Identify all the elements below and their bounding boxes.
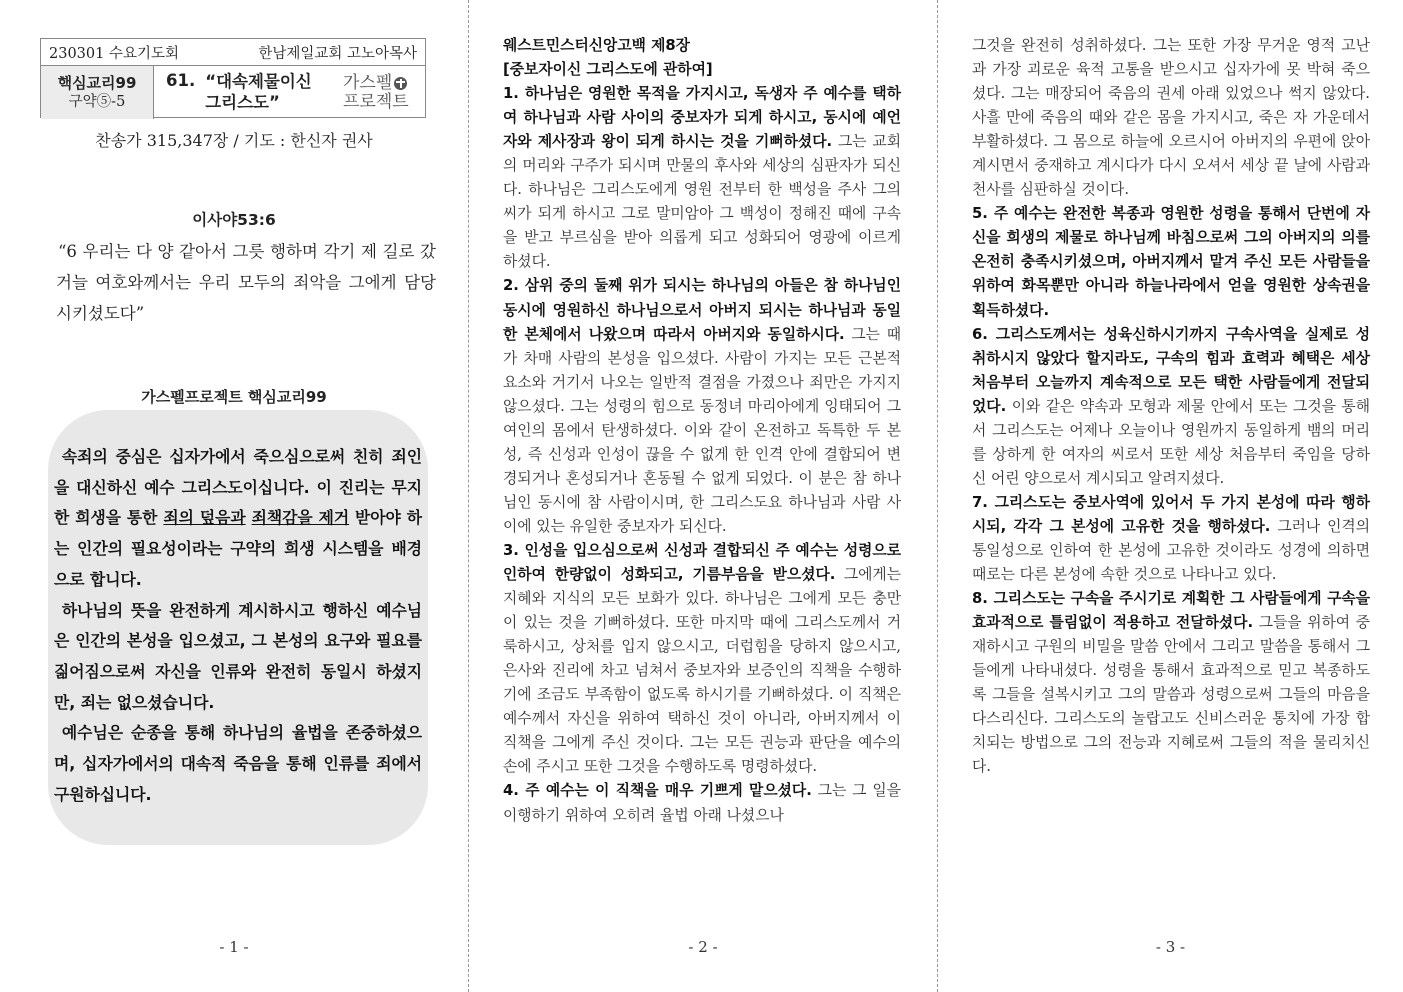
summary-paragraph-3: 예수님은 순종을 통해 하나님의 율법을 존중하셨으며, 십자가에서의 대속적 죽음을 통해 인류를 죄에서 구원하십니다.	[54, 723, 422, 804]
section-7: 7. 그리스도는 중보사역에 있어서 두 가지 본성에 따라 행하시되, 각각 그 본성에 고유한 것을 행하셨다. 그러나 인격의 통일성으로 인하여 한 본성에 고유한 것이라도 성경에 의하면 때로는 다른 본성에 속한 것으로 나타나고 있다.	[972, 493, 1370, 584]
underline-1: 죄의 덮음과	[163, 508, 246, 528]
series-cell	[41, 66, 154, 119]
summary-paragraph-2: 하나님의 뜻을 완전하게 계시하시고 행하신 예수님은 인간의 본성을 입으셨고, 그 본성의 요구와 필요를 짊어짐으로써 자신을 인류와 완전히 동일시 하셨지만, 죄는 없으셨습니다.	[54, 600, 422, 712]
series-name: 핵심교리99	[57, 74, 137, 93]
bulletin-header	[40, 38, 426, 118]
logo-text-2: 프로젝트	[343, 91, 409, 112]
header-top-row	[41, 39, 425, 66]
service-date: 230301 수요기도회	[49, 45, 179, 62]
underline-2: 죄책감을 제거	[251, 508, 350, 528]
gospel-project-logo	[339, 66, 425, 119]
summary-paragraph-1: 속죄의 중심은 십자가에서 죽으심으로써 친히 죄인을 대신하신 예수 그리스도이십니다. 이 진리는 무지한 희생을 통한 죄의 덮음과 죄책감을 제거 받아야 하는 인간의 필요성이라는 구약의 희생 시스템을 배경으로 합니다.	[54, 447, 423, 589]
page-number-1: - 1 -	[219, 938, 249, 956]
confession-title: 웨스트민스터신앙고백 제8장	[503, 37, 690, 54]
header-bottom-row	[41, 66, 425, 119]
confession-text-part-1	[503, 34, 901, 828]
page-3	[938, 0, 1403, 992]
church-name: 한남제일교회 고노아목사	[258, 45, 417, 62]
verse-reference: 이사야53:6	[192, 211, 276, 229]
lesson-title-line-2: 그리스도”	[205, 92, 280, 112]
confession-text-part-2	[972, 34, 1370, 779]
section-6: 6. 그리스도께서는 성육신하시기까지 구속사역을 실제로 성취하시지 않았다 할지라도, 구속의 힘과 효력과 혜택은 세상 처음부터 오늘까지 계속적으로 모든 택한 사람들에게 전달되었다. 이와 같은 약속과 모형과 제물 안에서 또는 그것을 통해서 그리스도는 어제나 오늘이나 영원까지 동일하게 뱀의 머리를 상하게 한 여자의 씨로서 또한 세상 처음부터 죽임을 당하신 어린 양으로서 계시되고 알려지셨다.	[972, 325, 1370, 487]
project-title: 가스펠프로젝트 핵심교리99	[141, 388, 327, 406]
logo-text-1: 가스펠	[343, 72, 393, 93]
lesson-title	[205, 72, 311, 113]
lesson-title-line-1: “대속제물이신	[205, 71, 312, 91]
verse-text: “6 우리는 다 양 같아서 그릇 행하며 각기 제 길로 갔거늘 여호와께서는 우리 모두의 죄악을 그에게 담당시키셨도다”	[56, 242, 436, 323]
lesson-cell	[154, 66, 339, 119]
hymn-prayer-line: 찬송가 315,347장 / 기도 : 한신자 권사	[95, 131, 373, 150]
section-3: 3. 인성을 입으심으로써 신성과 결합되신 주 예수는 성령으로 인하여 한량없이 성화되고, 기름부음을 받으셨다. 그에게는 지혜와 지식의 모든 보화가 있다. 하나님은 그에게 모든 충만이 있는 것을 기뻐하셨다. 또한 마지막 때에 그리스도께서 거룩하시고, 상처를 입지 않으시고, 더럽힘을 당하지 않으시고, 은사와 진리에 차고 넘쳐서 중보자와 보증인의 직책을 수행하기에 조금도 부족함이 없도록 하시기를 기뻐하셨다. 이 직책은 예수께서 자신을 위하여 택하신 것이 아니라, 아버지께서 이 직책을 그에게 주신 것이다. 그는 모든 권능과 판단을 예수의 손에 주시고 또한 그것을 수행하도록 명령하셨다.	[503, 541, 901, 776]
chapter-subtitle: [중보자이신 그리스도에 관하여]	[503, 61, 713, 79]
summary-box	[48, 410, 428, 845]
page-2	[469, 0, 937, 992]
section-8: 8. 그리스도는 구속을 주시기로 계획한 그 사람들에게 구속을 효과적으로 틀림없이 적용하고 전달하셨다. 그들을 위하여 중재하시고 구원의 비밀을 말씀 안에서 그리고 말씀을 통해서 그들에게 나타내셨다. 성령을 통해서 효과적으로 믿고 복종하도록 그들을 설복시키고 그의 말씀과 성령으로써 그들의 마음을 다스리신다. 그리스도의 놀랍고도 신비스러운 통치에 가장 합치되는 방법으로 그의 전능과 지혜로써 그들의 적을 물리치신다.	[972, 590, 1370, 776]
page-number-3: - 3 -	[1155, 938, 1186, 956]
page-number-2: - 2 -	[688, 938, 718, 956]
page-1	[0, 0, 468, 992]
lesson-number: 61.	[166, 71, 196, 90]
section-4: 4. 주 예수는 이 직책을 매우 기쁘게 맡으셨다. 그는 그 일을 이행하기 위하여 오히려 율법 아래 나셨으나	[503, 782, 901, 824]
section-4-continued: 그것을 완전히 성취하셨다. 그는 또한 가장 무거운 영적 고난과 가장 괴로운 육적 고통을 받으시고 십자가에 못 박혀 죽으셨다. 그는 매장되어 죽음의 권세 아래 있었으나 썩지 않았다. 사흘 만에 죽음의 때와 같은 몸을 가지시고, 죽은 자 가운데서 부활하셨다. 그 몸으로 하늘에 오르시어 아버지의 우편에 앉아 계시면서 중재하고 계시다가 다시 오셔서 세상 끝 날에 사람과 천사를 심판하실 것이다.	[972, 37, 1370, 199]
section-5: 5. 주 예수는 완전한 복종과 영원한 성령을 통해서 단번에 자신을 희생의 제물로 하나님께 바침으로써 그의 아버지의 의를 온전히 충족시키셨으며, 아버지께서 맡겨 주신 모든 사람들을 위하여 화목뿐만 아니라 하늘나라에서 얻을 영원한 상속권을 획득하셨다.	[972, 205, 1370, 319]
book-label: 구약⑤-5	[68, 93, 126, 110]
section-1: 1. 하나님은 영원한 목적을 가지시고, 독생자 주 예수를 택하여 하나님과 사람 사이의 중보자가 되게 하시고, 동시에 예언자와 제사장과 왕이 되게 하시는 것을 기뻐하셨다. 그는 교회의 머리와 구주가 되시며 만물의 후사와 세상의 심판자가 되신다. 하나님은 그리스도에게 영원 전부터 한 백성을 주사 그의 씨가 되게 하시고 그로 말미암아 그 백성이 정해진 때에 구속을 받고 부르심을 받아 의롭게 되고 성화되어 영광에 이르게 하셨다.	[503, 85, 901, 271]
section-2: 2. 삼위 중의 둘째 위가 되시는 하나님의 아들은 참 하나님인 동시에 영원하신 하나님으로서 아버지 되시는 하나님과 동일한 본체에서 나왔으며 따라서 아버지와 동일하시다. 그는 때가 차매 사람의 본성을 입으셨다. 사람이 가지는 모든 근본적 요소와 거기서 나오는 일반적 결점을 가졌으나 죄만은 가지지 않으셨다. 그는 성령의 힘으로 동정녀 마리아에게 잉태되어 그 여인의 몸에서 탄생하셨다. 이와 같이 온전하고 독특한 두 본성, 즉 신성과 인성이 끊을 수 없게 한 인격 안에 결합되어 변경되거나 혼성되거나 혼동될 수 없게 되었다. 이 분은 참 하나님인 동시에 참 사람이시며, 한 그리스도요 하나님과 사람 사이에 있는 유일한 중보자가 되신다.	[503, 277, 901, 535]
cross-icon	[394, 77, 407, 90]
